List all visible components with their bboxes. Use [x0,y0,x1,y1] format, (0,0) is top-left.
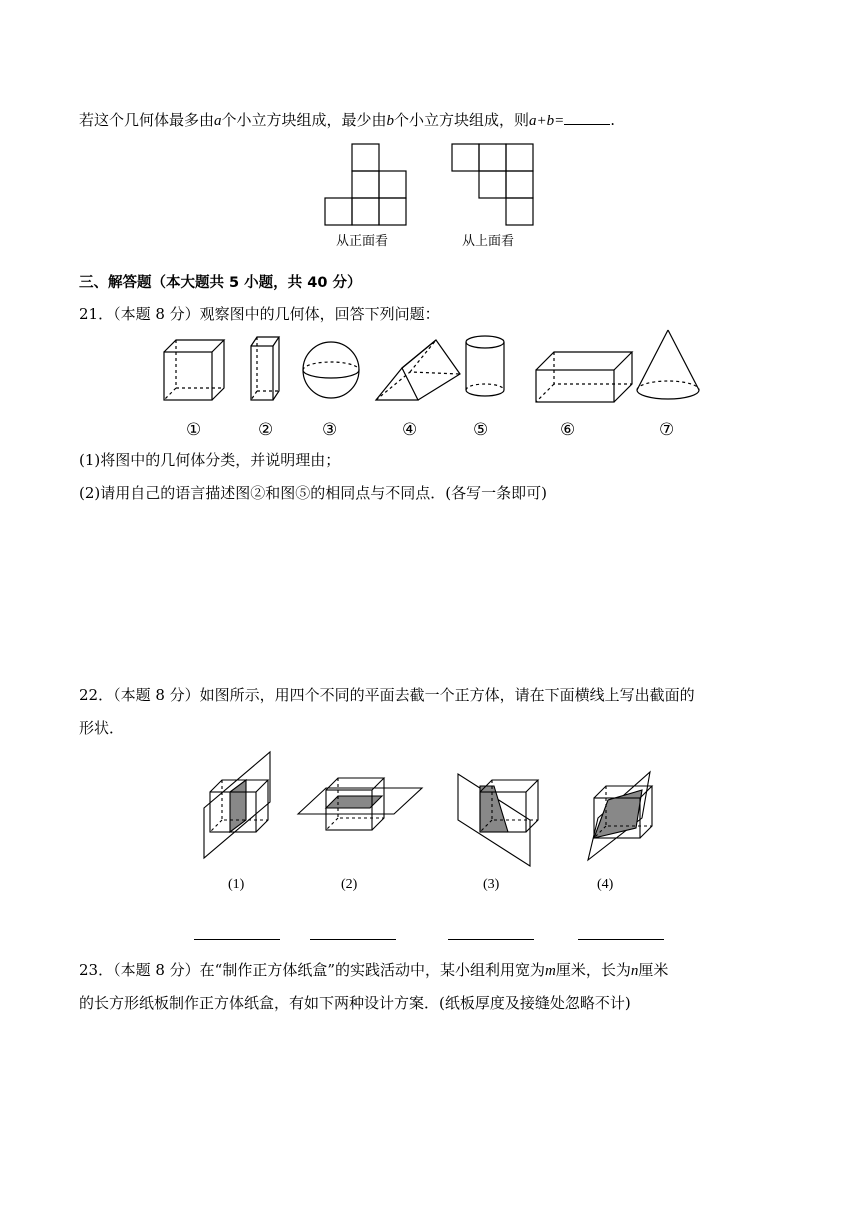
var-n: n [630,963,639,979]
section-label-1: (1) [228,877,245,892]
sphere-shape [303,342,359,398]
q20-text [79,110,615,131]
section-label-2: (2) [341,877,358,892]
solid-label-5: ⑤ [473,420,489,440]
tall-prism-shape [251,337,279,400]
q20-end: . [610,111,616,129]
section-3-shape [458,774,538,866]
q20-part3: 个小立方块组成，则 [394,111,530,129]
q20-part2: 个小立方块组成，最少由 [221,111,387,129]
solids-figure [160,328,720,408]
q21-stem: 21．（本题 8 分）观察图中的几何体，回答下列问题： [79,305,440,323]
q20-part1: 若这个几何体最多由 [79,111,215,129]
solid-label-2: ② [258,420,274,440]
section-heading: 三、解答题（本大题共 5 小题，共 40 分） [79,275,362,291]
q21-sub1: (1)将图中的几何体分类，并说明理由； [79,451,341,469]
section-4-shape [588,772,652,860]
solid-label-7: ⑦ [659,420,675,440]
cylinder-shape [466,336,504,396]
section-1-shape [204,752,270,858]
cube-shape [164,340,224,400]
top-view-caption: 从上面看 [462,234,515,249]
solid-label-3: ③ [322,420,338,440]
section-2-shape [298,778,422,830]
var-b: b [386,113,395,129]
q22-line2: 形状． [79,719,125,737]
triangular-prism-shape [376,340,460,400]
rectangular-prism-shape [536,352,632,402]
q23-part1: 23．（本题 8 分）在“制作正方体纸盒”的实践活动中，某小组利用宽为 [79,961,546,979]
solid-label-1: ① [186,420,202,440]
cone-shape [637,330,699,399]
answer-blank-2[interactable] [310,938,396,940]
var-a: a [214,113,222,129]
answer-blank-3[interactable] [448,938,534,940]
top-view-figure [451,143,535,227]
section-label-3: (3) [483,877,500,892]
section-label-4: (4) [597,877,614,892]
solid-label-4: ④ [402,420,418,440]
q23-line2: 的长方形纸板制作正方体纸盒，有如下两种设计方案．(纸板厚度及接缝处忽略不计) [79,994,631,1012]
var-m: m [545,963,556,979]
answer-blank[interactable] [564,110,610,125]
q23-part3: 厘米 [638,961,669,979]
solid-label-6: ⑥ [560,420,576,440]
q23-part2: 厘米，长为 [555,961,631,979]
answer-blank-1[interactable] [194,938,280,940]
front-view-caption: 从正面看 [336,234,389,249]
q21-sub2: (2)请用自己的语言描述图②和图⑤的相同点与不同点．(各写一条即可) [79,484,547,502]
answer-blank-4[interactable] [578,938,664,940]
front-view-figure [325,143,409,227]
q23-line1 [79,960,668,981]
expr-a-plus-b: a+b= [529,113,565,129]
q22-line1: 22．（本题 8 分）如图所示，用四个不同的平面去截一个正方体，请在下面横线上写出截面的 [79,686,695,704]
cube-sections-figure [190,750,670,870]
